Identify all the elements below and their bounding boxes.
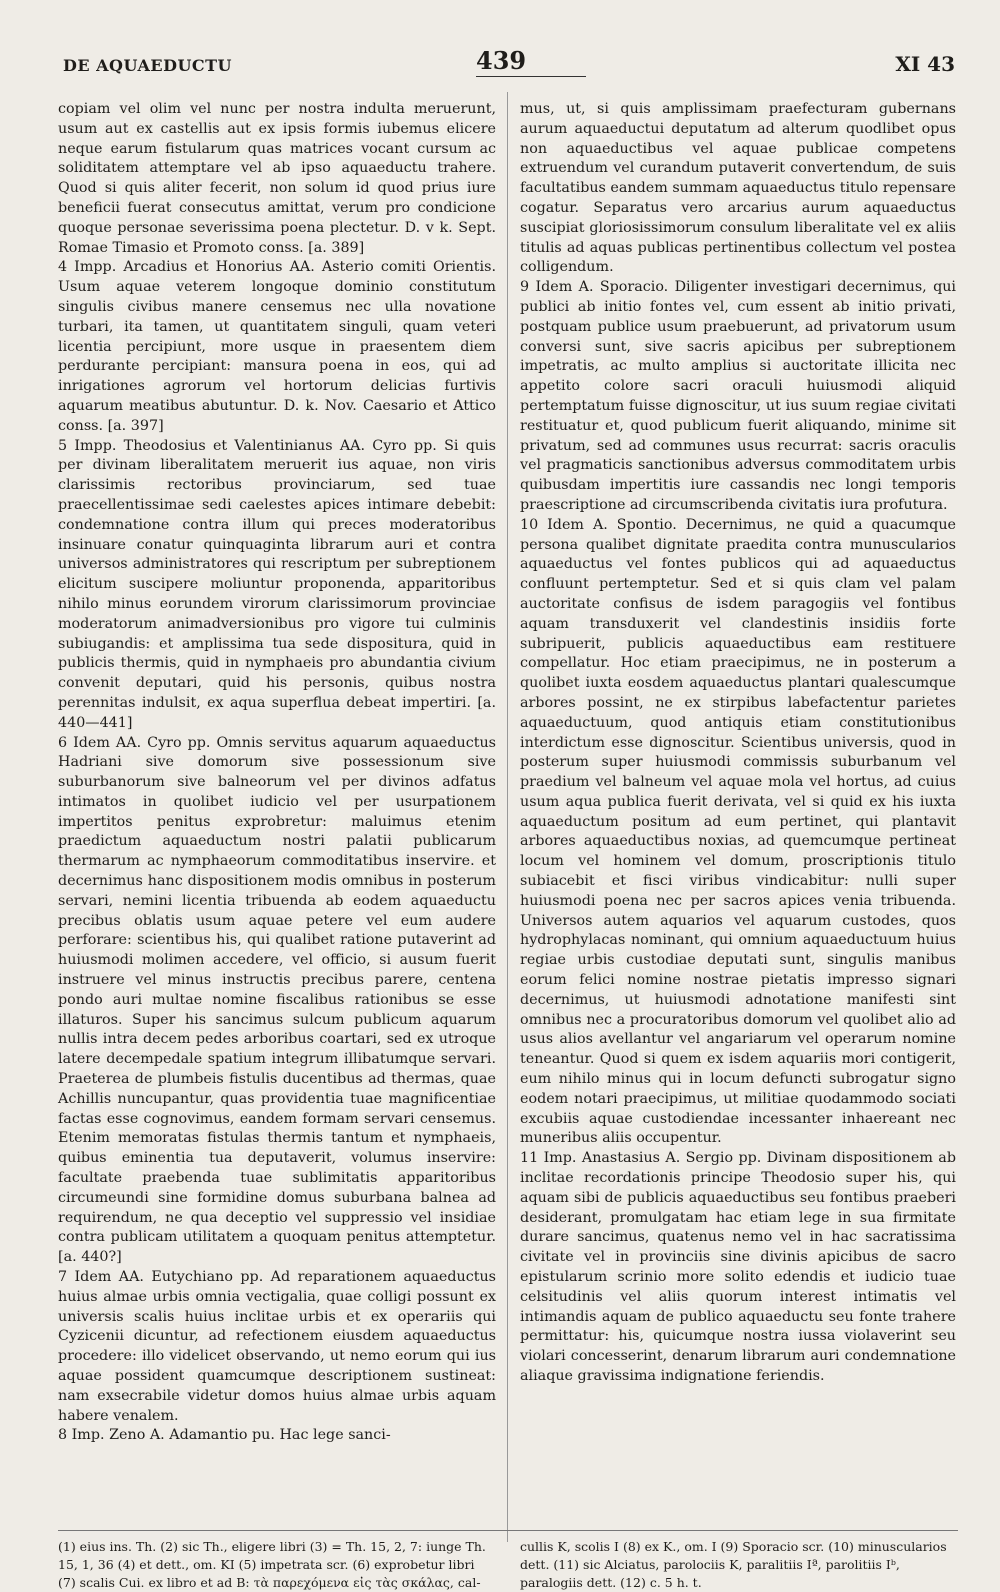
section-number: XI 43 [895,52,955,76]
header-rule [476,76,586,77]
right-column [520,100,956,1387]
footnote-text: (1) eius ins. Th. (2) sic Th., eligere libri (3) = Th. 15, 2, 7: iunge Th. 15, 1, 36 (4) et dett., om. KI (5) impetrata scr. (6) exprobetur libri (7) scalis Cui. ex libro et ad B: τὰ παρεχόμενα εἰς τὰς σκάλας, cal- [58,1539,486,1590]
footnote-rule [58,1530,958,1531]
running-title: DE AQUAEDUCTU [63,56,232,75]
paragraph: 11 Imp. Anastasius A. Sergio pp. Divinam dispositionem ab inclitae recordationis principe Theodosio super his, qui aquam sibi de publicis aquaeductibus seu fontibus praeberi desiderant, promulgatam hac etiam lege in sua firmitate durare sancimus, quatenus nemo vel in hac sacratissima civitate vel in provinciis sine divinis apicibus de sacro epistularum scrinio more solito edendis et iudicio tuae celsitudinis vel aliis quorum interest intimatis vel intimandis aquam de publico aquaeductu seu fonte trahere permittatur: his, quicumque nostra iussa violaverint seu violari concesserint, denarum librarum auri condemnatione aliaque gravissima indignatione feriendis. [520,1150,956,1384]
page-header [0,44,1000,84]
paragraph: 5 Impp. Theodosius et Valentinianus AA. Cyro pp. Si quis per divinam liberalitatem meruerit ius aquae, non viris clarissimis rectoribus provinciarum, sed tuae praecellentissimae sedi caelestes apices intimare debebit: condemnatione contra illum qui preces moderatoribus insinuare conatur quinquaginta librarum auri et contra universos administratores qui rescriptum per subreptionem elicitum suscipere moliuntur proponenda, apparitoribus nihilo minus eorundem virorum clarissimorum provinciae moderatorum animadversionibus pro vigore tui culminis subiugandis: et amplissima tua sede dispositura, quid in publicis thermis, quid in nymphaeis pro abundantia civium convenit deputari, quid his personis, quibus nostra perennitas indulsit, ex aqua superflua debeat impertiri. [a. 440—441] [58,437,496,731]
paragraph: 6 Idem AA. Cyro pp. Omnis servitus aquarum aquaeductus Hadriani sive domorum sive possessionum sive suburbanorum sive balneorum vel per divinos adfatus intimatos in quolibet iudicio vel per usurpationem impertitos penitus exprobretur: maluimus etenim praedictum aquaeductum nostri palatii publicarum thermarum ac nymphaeorum commoditatibus inservire. et decernimus hanc dispositionem modis omnibus in posterum servari, nemini licentia tribuenda ab eodem aquaeductu precibus oblatis usum aquae petere vel eum audere perforare: scientibus his, qui qualibet ratione putaverint ad huiusmodi molimen accedere, vel officio, si ausum fuerit instruere vel minus instructis precibus parere, centena pondo auri multae nomine fiscalibus rationibus se esse illaturos. Super his sancimus sulcum publicum aquarum nullis intra decem pedes arboribus coartari, sed ex utroque latere decempedale spatium integrum illibatumque servari. Praeterea de plumbeis fistulis ducentibus ad thermas, quae Achillis nuncupantur, quas providentia tuae magnificentiae factas esse cognovimus, eandem formam servari censemus. Etenim memoratas fistulas thermis tantum et nymphaeis, quibus eminentia tua deputaverit, volumus inservire: facultate praebenda tuae sublimitatis apparitoribus circumeundi sine formidine domus suburbana balnea ad requirendum, ne qua deceptio vel suppressio vel insidiae contra publicam utilitatem a quoquam penitus attemptetur. [a. 440?] [58,734,496,1266]
paragraph: copiam vel olim vel nunc per nostra indulta meruerunt, usum aut ex castellis aut ex ipsis formis iubemus elicere neque earum fistularum quas matrices vocant cursum ac soliditatem attemptare vel ab ipso aquaeductu trahere. Quod si quis aliter fecerit, non solum id quod prius iure beneficii fuerat consecutus amittat, verum pro condicione quoque personae severissima poena plectetur. D. v k. Sept. Romae Timasio et Promoto conss. [a. 389] [58,101,496,256]
footnote-text: cullis K, scolis I (8) ex K., om. I (9) Sporacio scr. (10) minuscularios dett. (11) sic Alciatus, parolociis K, paralitiis Iª, parolitiis Iᵇ, paralogiis dett. (12) c. 5 h. t. [520,1539,947,1590]
footnotes-right [520,1538,956,1592]
footnotes-left [58,1538,496,1592]
left-column [58,100,496,1446]
paragraph: 7 Idem AA. Eutychiano pp. Ad reparationem aquaeductus huius almae urbis omnia vectigalia, quae colligi possunt ex universis scalis huius inclitae urbis et ex operariis qui Cyzicenii dicuntur, ad refectionem eiusdem aquaeductus procedere: illo videlicet observando, ut nemo eorum qui ius aquae possident quamcumque descriptionem sustineat: nam exsecrabile videtur domos huius almae urbis aquam habere venalem. [58,1269,496,1424]
paragraph: mus, ut, si quis amplissimam praefecturam gubernans aurum aquaeductui deputatum ad alterum quodlibet opus non aquaeductibus vel aquae publicae competens extruendum vel curandum putaverit convertendum, de suis facultatibus eandem summam aquaeductus titulo repensare cogatur. Separatus vero arcarius aurum aquaeductus suscipiat gloriosissimorum consulum liberalitate vel ex aliis titulis ad aquas publicas pertinentibus collectum vel postea colligendum. [520,101,956,276]
paragraph: 4 Impp. Arcadius et Honorius AA. Asterio comiti Orientis. Usum aquae veterem longoque dominio constitutum singulis civibus manere censemus nec ulla novatione turbari, ita tamen, ut quantitatem singuli, quam veteri licentia percipiunt, more usque in praesentem diem perdurante percipiant: mansura poena in eos, qui ad inrigationes agrorum vel hortorum delicias furtivis aquarum meatibus abutuntur. D. k. Nov. Caesario et Attico conss. [a. 397] [58,259,496,434]
column-divider [507,92,508,1542]
paragraph: 9 Idem A. Sporacio. Diligenter investigari decernimus, qui publici ab initio fontes vel, cum essent ab initio privati, postquam publice usum praebuerunt, ad privatorum usum conversi sunt, sive sacris apicibus per subreptionem impetratis, ac multo amplius si auctoritate illicita nec appetito colore sacri oraculi huiusmodi aliquid pertemptatum fuisse dignoscitur, ut ius suum regiae civitati restituatur et, quod publicum fuerit aliquando, minime sit privatum, sed ad communes usus recurrat: sacris oraculis vel pragmaticis sanctionibus adversus commoditatem urbis quibusdam impertitis iure cassandis nec longi temporis praescriptione ad circumscribenda civitatis iura profutura. [520,279,956,513]
paragraph: 10 Idem A. Spontio. Decernimus, ne quid a quacumque persona qualibet dignitate praedita contra munuscularios aquaeductus vel fontes publicos qui ad aquaeductus confluunt pertemptetur. Sed et si quis clam vel palam auctoritate confisus de isdem paragogiis vel fontibus aquam transduxerit vel clandestinis insidiis forte subripuerit, publicis aquaeductibus eam restituere compellatur. Hoc etiam praecipimus, ne in posterum a quolibet iuxta eosdem aquaeductus plantari qualescumque arbores possint, ne ex stirpibus labefactentur parietes aquaeductuum, quod antiquis etiam constitutionibus interdictum esse dignoscitur. Scientibus universis, quod in posterum super huiusmodi commissis suburbanum vel praedium vel balneum vel aquae mola vel hortus, ad cuius usum aqua publica fuerit derivata, vel si quid ex his iuxta aquaeductum positum ad eum pertinet, qui plantavit arbores aquaeductibus noxias, ad quemcumque pertineat locum vel hominem vel domum, proscriptionis titulo subiacebit et fisci viribus vindicabitur: nulli super huiusmodi poena nec per sacros apices venia tribuenda. Universos autem aquarios vel aquarum custodes, quos hydrophylacas nominant, qui omnium aquaeductuum huius regiae urbis custodiae deputati sunt, singulis manibus eorum felici nomine nostrae pietatis impresso signari decernimus, ut huiusmodi adnotatione manifesti sint omnibus nec a procuratoribus domorum vel quolibet alio ad usus alios avellantur vel angariarum vel operarum nomine teneantur. Quod si quem ex isdem aquariis mori contigerit, eum nihilo minus qui in locum defuncti subrogatur signo eodem notari praecipimus, ut militiae quodammodo sociati excubiis aquae custodiendae incessanter inhaereant nec muneribus aliis occupentur. [520,516,956,1147]
page-number: 439 [476,46,527,75]
paragraph: 8 Imp. Zeno A. Adamantio pu. Hac lege sanci- [58,1427,391,1444]
